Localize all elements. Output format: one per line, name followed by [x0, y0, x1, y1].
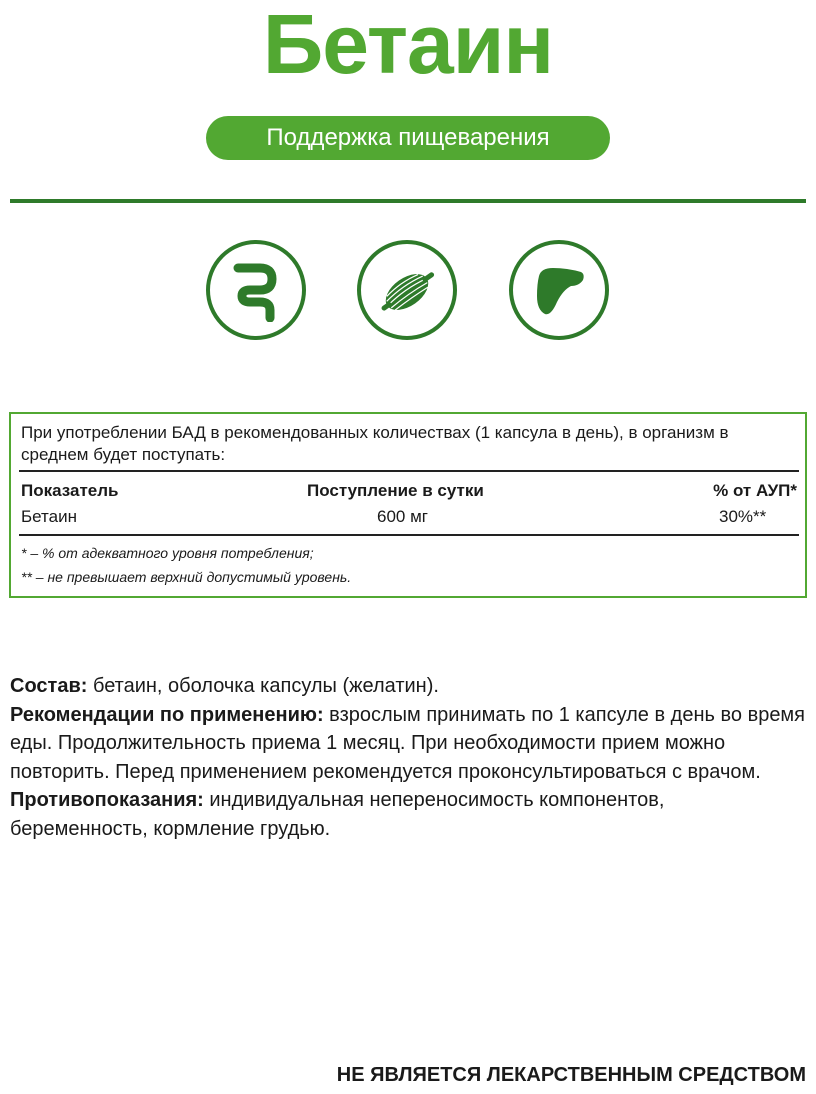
subtitle-badge: Поддержка пищеварения [206, 116, 610, 160]
divider [10, 199, 806, 203]
contraindications-label: Противопоказания: [10, 789, 204, 811]
muscle-icon [375, 258, 439, 322]
composition-text: бетаин, оболочка капсулы (желатин). [87, 675, 439, 697]
row-amount: 600 мг [377, 507, 428, 526]
contraindications-paragraph [10, 786, 806, 843]
footnote-1: * – % от адекватного уровня потребления; [21, 545, 314, 561]
composition-label: Состав: [10, 675, 88, 697]
row-percent: 30%** [719, 507, 767, 526]
product-info [10, 672, 806, 843]
table-rule-top [19, 470, 799, 472]
table-rule-bottom [19, 534, 799, 536]
disclaimer: НЕ ЯВЛЯЕТСЯ ЛЕКАРСТВЕННЫМ СРЕДСТВОМ [336, 1064, 806, 1086]
recommendations-paragraph [10, 701, 806, 787]
row-name: Бетаин [21, 507, 77, 526]
recommendations-label: Рекомендации по применению: [10, 703, 324, 726]
composition-paragraph [10, 672, 806, 701]
header-daily-intake: Поступление в сутки [307, 481, 484, 500]
nutrition-table [9, 412, 807, 598]
table-intro: При употреблении БАД в рекомендованных количествах (1 капсула в день), в организм в среднем будет поступать: [21, 423, 729, 464]
contraindications-text: индивидуальная непереносимость компонентов, беременность, кормление грудью. [10, 789, 665, 840]
liver-icon [527, 258, 591, 322]
intestine-icon-badge [206, 240, 306, 340]
footnote-2: ** – не превышает верхний допустимый уровень. [21, 569, 352, 585]
header-indicator: Показатель [21, 481, 119, 500]
intestine-icon [224, 258, 288, 322]
product-title: Бетаин [262, 0, 554, 91]
recommendations-text: взрослым принимать по 1 капсуле в день во время еды. Продолжительность приема 1 месяц. При необходимости прием можно повторить. Перед применением рекомендуется проконсультироваться с врачом. [10, 703, 806, 783]
muscle-icon-badge [357, 240, 457, 340]
liver-icon-badge [509, 240, 609, 340]
header-percent: % от АУП* [713, 481, 797, 500]
